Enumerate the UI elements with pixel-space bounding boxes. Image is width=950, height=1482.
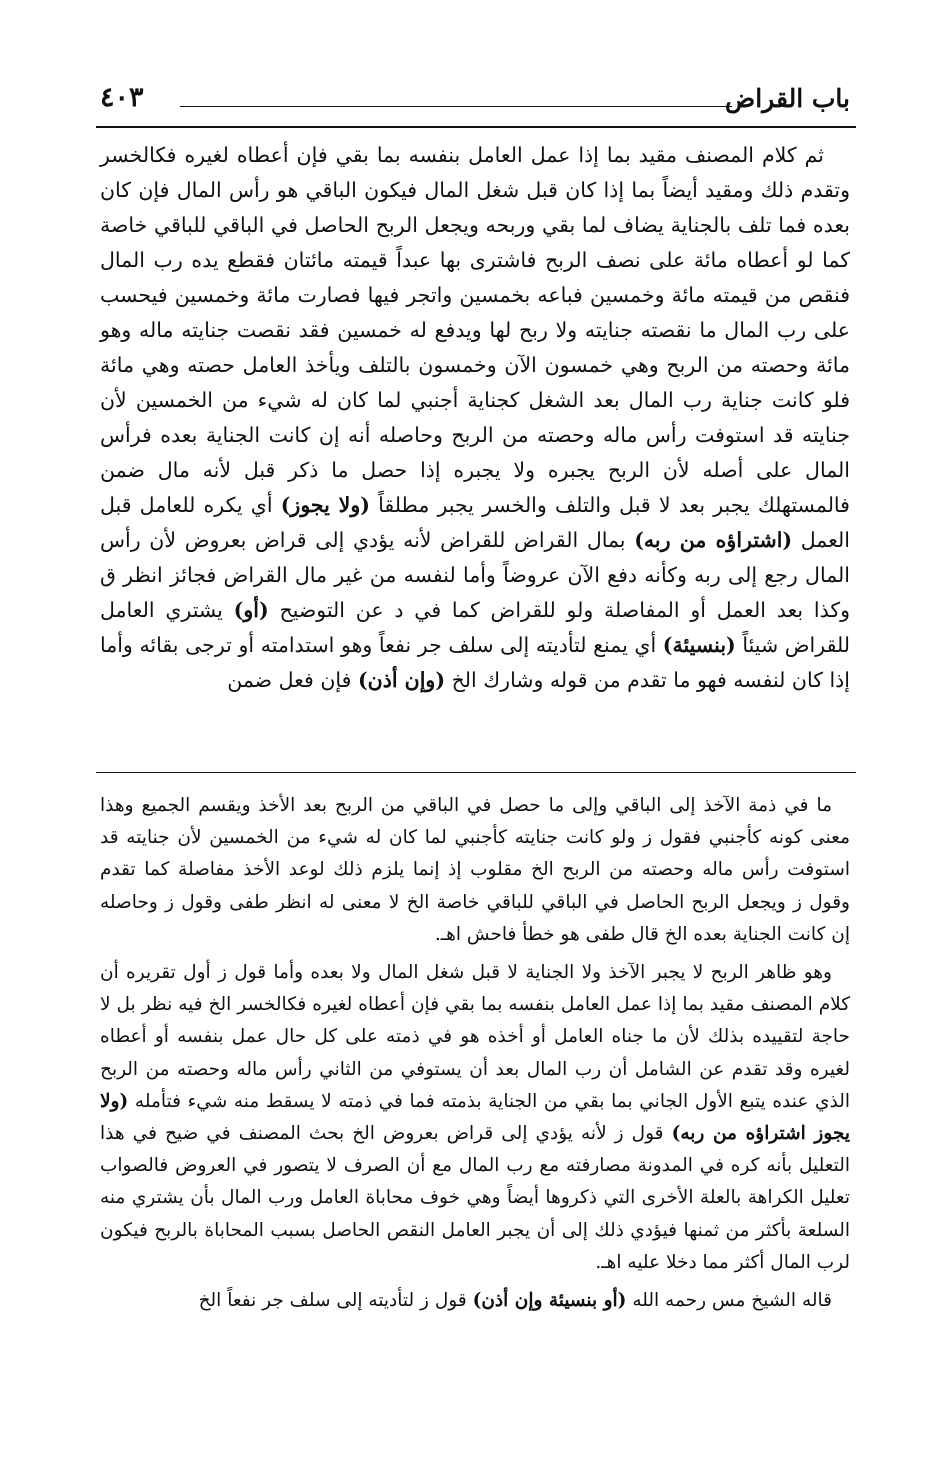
quoted-text: (ولا يجوز)	[280, 493, 370, 517]
quoted-text: (ولا يجوز اشتراؤه من ربه)	[100, 1090, 850, 1145]
footnotes	[100, 790, 850, 1323]
footnote-divider	[96, 772, 856, 773]
quoted-text: (أو بنسيئة وإن أذن)	[472, 1290, 627, 1312]
footnote-paragraph: وهو ظاهر الربح لا يجبر الآخذ ولا الجناية لا قبل شغل المال ولا بعده وأما قول ز أول تقريره أن كلام المصنف مقيد بما إذا عمل العامل بنفسه بما بقي فإن أعطاه لغيره فكالخسر الخ فيه نظر بل لا حاجة لتقييده بذلك لأن ما جناه العامل أو أخذه هو في ذمته على كل حال عمل بنفسه أو أعطاه لغيره وقد تقدم عن الشامل أن رب المال بعد أن يستوفي من الثاني رأس ماله وحصته من الربح الذي عنده يتبع الأول الجاني بما بقي من الجناية بذمته فما في ذمته لا يسقط منه شيء فتأمله (ولا يجوز اشتراؤه من ربه) قول ز لأنه يؤدي إلى قراض بعروض الخ بحث المصنف في ضيح في هذا التعليل بأنه كره في المدونة مصارفته مع رب المال مع أن الصرف لا يتصور في العروض فالصواب تعليل الكراهة بالعلة الأخرى التي ذكروها أيضاً وهي خوف محاباة العامل ورب المال بأن يشتري منه السلعة بأكثر من ثمنها فيؤدي ذلك إلى أن يجبر العامل النقص الحاصل بسبب المحاباة بالربح فيكون لرب المال أكثر مما دخلا عليه اهـ.	[100, 962, 850, 1273]
page-number: ٤٠٣	[100, 82, 144, 113]
quoted-text: (بنسيئة)	[662, 633, 736, 657]
header-divider-line	[180, 106, 732, 107]
quoted-text: (اشتراؤه من ربه)	[634, 528, 793, 552]
quoted-text: (أو)	[233, 598, 269, 622]
page-header	[100, 78, 850, 122]
chapter-title: باب القراض	[725, 84, 850, 113]
main-paragraph: ثم كلام المصنف مقيد بما إذا عمل العامل بنفسه بما بقي فإن أعطاه لغيره فكالخسر وتقدم ذلك ومقيد أيضاً بما إذا كان قبل شغل المال فيكون الباقي هو رأس المال فإن كان بعده فما تلف بالجناية يضاف لما بقي وربحه ويجعل الربح الحاصل في الباقي للباقي خاصة كما لو أعطاه مائة على نصف الربح فاشترى بها عبداً قيمته مائتان فقطع يده رب المال فنقص من قيمته مائة وخمسين فباعه بخمسين واتجر فيها فصارت مائة وخمسين فيحسب على رب المال ما نقصته جنايته ولا ربح لها ويدفع له خمسين فقد نقصت جنايته ماله وهو مائة وحصته من الربح وهي خمسون الآن وخمسون بالتلف ويأخذ العامل حصته وهي مائة فلو كانت جناية رب المال بعد الشغل كجناية أجنبي لما كان له شيء من الخمسين لأن جنايته قد استوفت رأس ماله وحصته من الربح وحاصله أنه إن كانت الجناية بعده فرأس المال على أصله لأن الربح يجبره ولا يجبره إذا حصل ما ذكر قبل لأنه مال ضمن فالمستهلك يجبر بعد لا قبل والتلف والخسر يجبر مطلقاً (ولا يجوز) أي يكره للعامل قبل العمل (اشتراؤه من ربه) بمال القراض للقراض لأنه يؤدي إلى قراض بعروض لأن رأس المال رجع إلى ربه وكأنه دفع الآن عروضاً وأما لنفسه من غير مال القراض فجائز انظر ق وكذا بعد العمل أو المفاصلة ولو للقراض كما في د عن التوضيح (أو) يشتري العامل للقراض شيئاً (بنسيئة) أي يمنع لتأديته إلى سلف جر نفعاً وهو استدامته أو ترجى بقائه وأما إذا كان لنفسه فهو ما تقدم من قوله وشارك الخ (وإن أذن) فإن فعل ضمن	[100, 143, 850, 692]
header-rule	[96, 126, 856, 128]
footnote-paragraph: قاله الشيخ مس رحمه الله (أو بنسيئة وإن أذن) قول ز لتأديته إلى سلف جر نفعاً الخ	[198, 1290, 832, 1312]
footnote-paragraph: ما في ذمة الآخذ إلى الباقي وإلى ما حصل في الباقي من الربح بعد الأخذ ويقسم الجميع وهذا معنى كونه كأجنبي فقول ز ولو كانت جنايته كأجنبي لما كان له شيء من الخمسين لأن جنايته قد استوفت رأس ماله وحصته من الربح الخ مقلوب إذ إنما يلزم ذلك لوعد الأخذ مفاصلة كما تقدم وقول ز ويجعل الربح الحاصل في الباقي للباقي خاصة الخ لا معنى له انظر طفى وقول ز وحاصله إن كانت الجناية بعده الخ قال طفى هو خطأ فاحش اهـ.	[100, 795, 850, 945]
main-text	[100, 138, 850, 698]
quoted-text: (وإن أذن)	[357, 668, 446, 692]
